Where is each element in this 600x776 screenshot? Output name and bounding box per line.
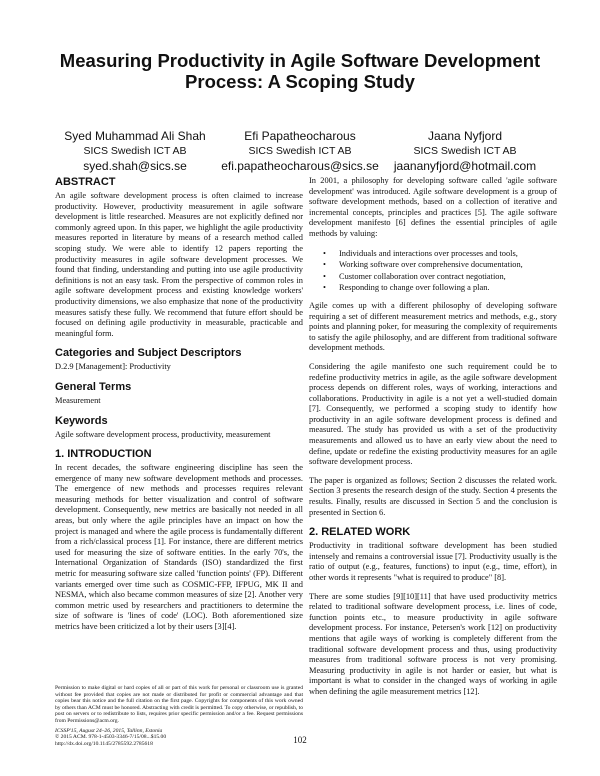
paragraph: In 2001, a philosophy for developing software called 'agile software development' was introduced. Agile software development is a group of software development methods, based on a collection of iterative and incremental concepts, principles and practices [5]. The agile software development manifesto [6] defines the essential principles of agile methods by valuing: <box>309 176 557 238</box>
left-column <box>55 176 303 641</box>
author-block <box>55 129 215 174</box>
author-block <box>212 129 388 174</box>
introduction-text: In recent decades, the software engineering discipline has seen the emergence of many new software development methods and processes. The emergence of new methods and processes requires relevant measuring methods for better visualization and control of software development. Consequently, new metrics are basically not needed in all areas, but only where the agile principles have an impact on how the project is managed and where the agile process is fundamentally different from a rich/classical process [1]. For instance, there are different metrics used for measuring the size of software entities. In the early 70's, the International Organization of Standards (ISO) standardized the first metric for measuring software size called 'function points' (FP). Different variants emerged over time such as COSMIC-FFP, IFPUG, MK II and NESMA, which also became common measures of size [2]. Another very common metric used by researchers and practitioners to determine the size of software is 'lines of code' (LOC). Both aforementioned size metrics have been criticized a lot by their users [3][4]. <box>55 463 303 631</box>
doi-line: http://dx.doi.org/10.1145/2785592.2785618 <box>55 740 153 747</box>
paragraph: There are some studies [9][10][11] that have used productivity metrics related to traditional software development process, i.e. lines of code, function points etc., to measure productivity in agile software development process. For instance, Petersen's work [12] on productivity mentions that agile ways of working is completely different from the traditional software development process and thus, using productivity measures from traditional software process is not very promising. Measuring productivity in agile is not harder or easier, but what is important is what to consider in the changed ways of working in agile when defining the agile measurement metrics [12]. <box>309 591 557 696</box>
paragraph: Productivity in traditional software development has been studied intensely and remains a controversial issue [7]. Productivity usually is the ratio of output (e.g., features, functions) to input (e.g., time, effort), in other words it represents "what is required to produce" [8]. <box>309 541 557 582</box>
paragraph: Considering the agile manifesto one such requirement could be to redefine productivity metrics in agile, as the agile software development process depends on different roles, ways of working, interactions and collaborations. Productivity in agile is a not yet a well-studied domain [7]. Consequently, we performed a scoping study to identify how productivity in an agile software development process is defined and measured. The study has provided us with a set of the productivity measurements and allowed us to have an early view about the need to define, update or redefine the existing productivity measures for an agile software development process. <box>309 361 557 467</box>
categories-heading: Categories and Subject Descriptors <box>55 347 242 360</box>
keywords-heading: Keywords <box>55 414 108 427</box>
list-item: • Customer collaboration over contract negotiation, <box>339 271 557 283</box>
venue-line: ICSSP'15, August 24–26, 2015, Tallinn, Estonia <box>55 727 163 734</box>
author-affiliation: SICS Swedish ICT AB <box>83 145 187 157</box>
right-column <box>309 176 557 706</box>
author-affiliation: SICS Swedish ICT AB <box>413 145 517 157</box>
general-terms-text: Measurement <box>55 395 101 405</box>
author-email: efi.papatheocharous@sics.se <box>221 159 379 173</box>
copyright-line: © 2015 ACM. 978-1-4503-3346-7/15/08...$15.00 <box>55 734 167 741</box>
author-name: Syed Muhammad Ali Shah <box>64 129 206 143</box>
introduction-heading: 1. INTRODUCTION <box>55 448 152 461</box>
author-name: Efi Papatheocharous <box>244 129 356 143</box>
list-item: • Individuals and interactions over processes and tools, <box>339 248 557 260</box>
list-item: • Working software over comprehensive documentation, <box>339 259 557 271</box>
author-name: Jaana Nyfjord <box>427 129 503 143</box>
paragraph: Agile comes up with a different philosophy of developing software requiring a set of different measurement metrics and methods, e.g., story points and planning poker, for measuring the complexity of requirements to satisfy the agile philosophy, and are different from traditional software development methods. <box>309 300 557 353</box>
paper-title: Measuring Productivity in Agile Software Development Process: A Scoping Study <box>59 50 541 92</box>
page-number: 102 <box>293 735 307 745</box>
permission-notice: Permission to make digital or hard copies of all or part of this work for personal or classroom use is granted without fee provided that copies are not made or distributed for profit or commercial advantage and that copies bear this notice and the full citation on the first page. Copyrights for components of this work owned by others than ACM must be honored. Abstracting with credit is permitted. To copy otherwise, or republish, to post on servers or to redistribute to lists, requires prior specific permission and/or a fee. Request permissions from Permissions@acm.org. <box>55 685 303 724</box>
abstract-heading: ABSTRACT <box>55 176 116 188</box>
related-work-heading: 2. RELATED WORK <box>309 526 411 539</box>
author-block <box>380 129 550 174</box>
keywords-text: Agile software development process, productivity, measurement <box>55 429 271 439</box>
general-terms-heading: General Terms <box>55 380 132 393</box>
manifesto-list <box>309 248 557 294</box>
author-email: syed.shah@sics.se <box>83 159 187 173</box>
paragraph: The paper is organized as follows; Section 2 discusses the related work. Section 3 presents the research design of the study. Section 4 presents the results. Finally, results are discussed in Section 5 and the conclusion is presented in Section 6. <box>309 475 557 517</box>
author-email: jaananyfjord@hotmail.com <box>393 159 537 173</box>
categories-text: D.2.9 [Management]: Productivity <box>55 362 171 372</box>
list-item: • Responding to change over following a plan. <box>339 282 557 294</box>
author-affiliation: SICS Swedish ICT AB <box>248 145 352 157</box>
abstract-text: An agile software development process is often claimed to increase productivity. However, productivity measurement in agile software development is little researched. Measures are not explicitly defined nor commonly agreed upon. In this paper, we highlight the agile productivity measures reported in literature by means of a research method called scoping study. We were able to identify 12 papers reporting the productivity measures in agile software development processes. We found that finding, understanding and putting into use agile productivity definitions is not an easy task. From the perspective of common roles in agile software development process and existing knowledge workers' productivity dimensions, we also emphasize that none of the productivity measures satisfy these fully. We recommend that future effort should be focused on defining agile productivity in measurable, practicable and meaningful form. <box>55 191 303 338</box>
